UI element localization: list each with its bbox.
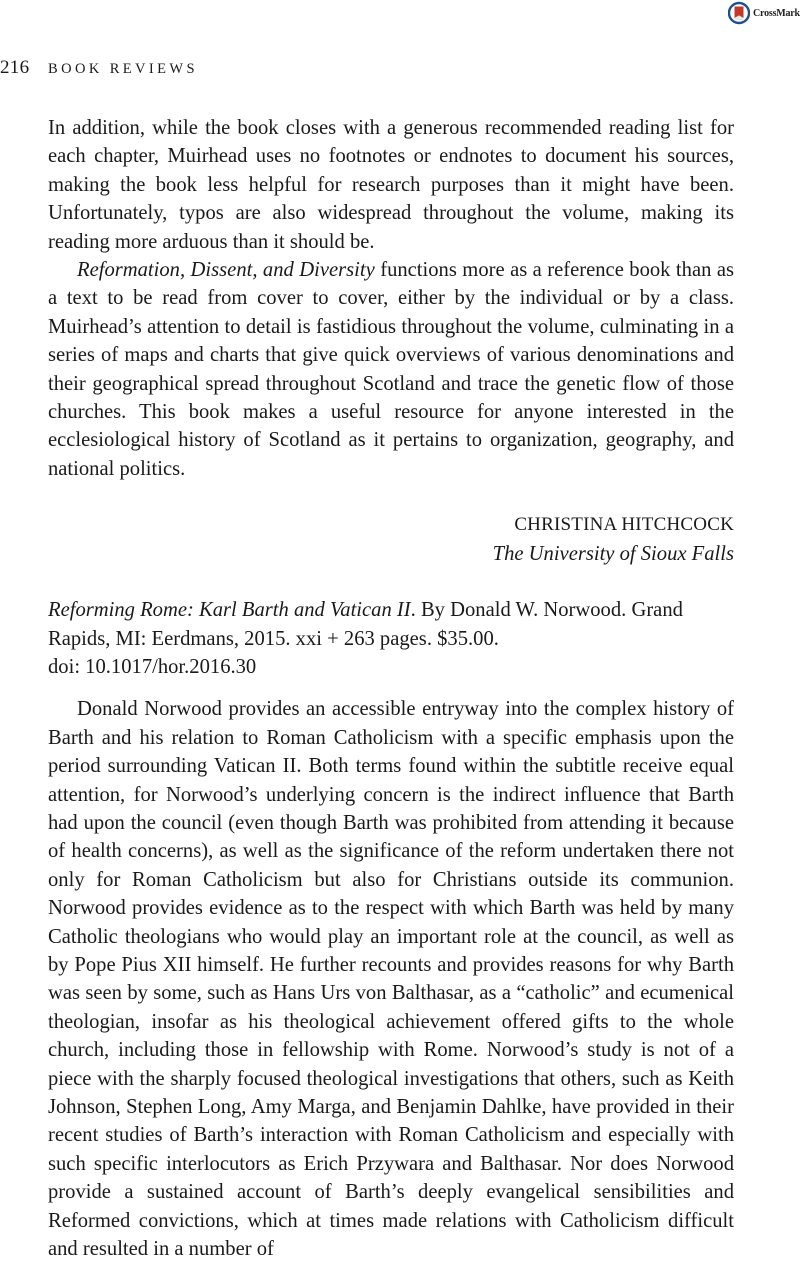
review1-paragraph-1: In addition, while the book closes with a generous recommended reading list for each chapter, Muirhead uses no footnotes or endnotes to document his sources, making the book less helpful for research purposes than it might have been. Unfortunately, typos are also widespread throughout the volume, making its reading more arduous than it should be. bbox=[48, 117, 734, 253]
section-title: BOOK REVIEWS bbox=[48, 61, 198, 77]
crossmark-badge[interactable] bbox=[728, 1, 800, 25]
reviewer-signature bbox=[48, 511, 734, 568]
reviewer-affiliation: The University of Sioux Falls bbox=[492, 542, 734, 565]
book-citation bbox=[48, 596, 734, 681]
review2-body: Donald Norwood provides an accessible entryway into the complex history of Barth and his relation to Roman Catholicism with a specific emphasis upon the period surrounding Vatican II. Both terms found within the subtitle receive equal attention, for Norwood’s underlying concern is the indirect influence that Barth had upon the council (even though Barth was prohibited from attending it because of health concerns), as well as the significance of the reform undertaken there not only for Roman Catholicism but also for Christians outside its communion. Norwood provides evidence as to the respect with which Barth was held by many Catholic theologians who would play an important role at the council, as well as by Pope Pius XII himself. He further recounts and provides reasons for why Barth was seen by some, such as Hans Urs von Balthasar, as a “catholic” and ecumenical theologian, insofar as his theological achievement offered gifts to the whole church, including those in fellowship with Rome. Norwood’s study is not of a piece with the sharply focused theological investigations that others, such as Keith Johnson, Stephen Long, Amy Marga, and Benjamin Dahlke, have provided in their recent studies of Barth’s interaction with Roman Catholicism and especially with such specific interlocutors as Erich Przywara and Balthasar. Nor does Norwood provide a sustained account of Barth’s deeply evangelical sensibilities and Reformed convictions, which at times made relations with Catholicism difficult and resulted in a number of bbox=[48, 698, 734, 1261]
page-content bbox=[48, 114, 734, 1263]
review1-paragraph-2 bbox=[48, 256, 734, 483]
reviewer-name: CHRISTINA HITCHCOCK bbox=[514, 514, 734, 536]
doi-link[interactable]: doi: 10.1017/hor.2016.30 bbox=[48, 655, 257, 678]
running-head bbox=[0, 57, 198, 79]
review1-paragraph-2-text: functions more as a reference book than as a text to be read from cover to cover, either by the individual or by a class. Muirhead’s attention to detail is fastidious throughout the volume, culminating in a series of maps and charts that give quick overviews of various denominations and their geographical spread throughout Scotland and trace the genetic flow of those churches. This book makes a useful resource for anyone interested in the ecclesiological history of Scotland as it pertains to organization, geography, and national politics. bbox=[48, 259, 734, 480]
book-title: Reforming Rome: Karl Barth and Vatican II bbox=[48, 599, 411, 622]
citation-details: . By Donald W. Norwood. Grand Rapids, MI: Eerdmans, 2015. xxi + 263 pages. $35.00. bbox=[48, 599, 683, 650]
crossmark-icon bbox=[728, 1, 750, 25]
reviewed-book-title: Reformation, Dissent, and Diversity bbox=[77, 259, 375, 282]
crossmark-label: CrossMark bbox=[753, 7, 800, 19]
page-number: 216 bbox=[0, 57, 30, 78]
